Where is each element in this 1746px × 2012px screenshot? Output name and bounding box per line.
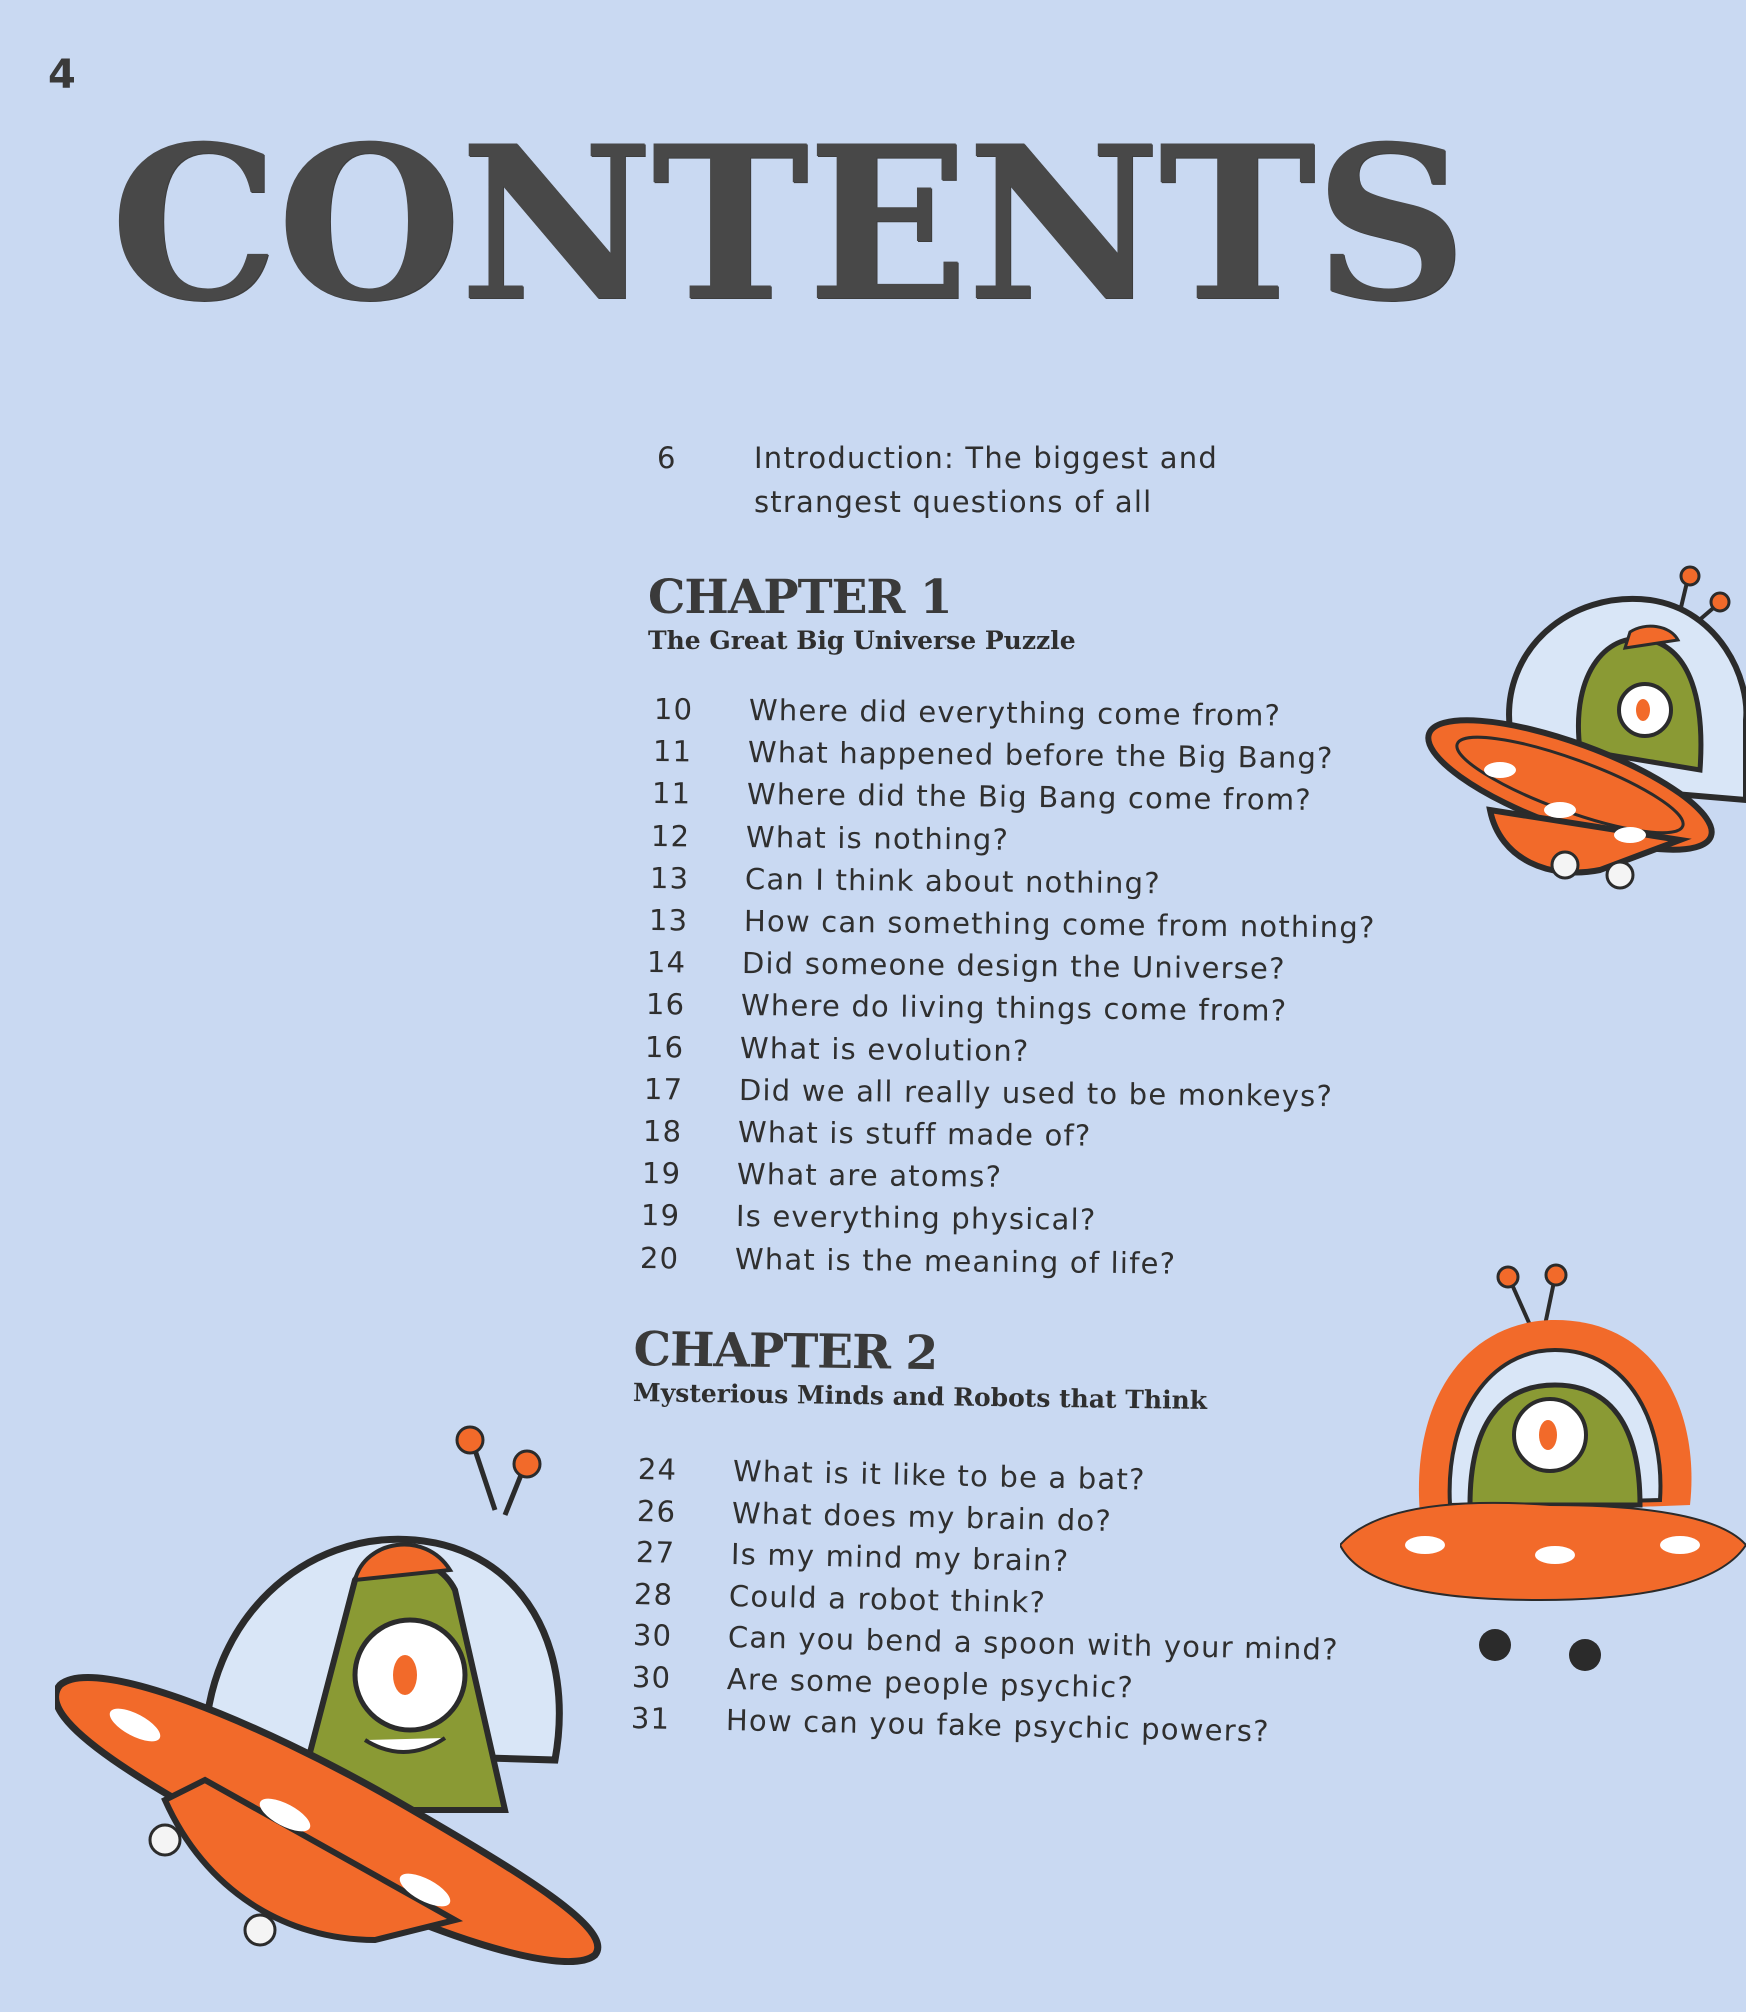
toc-entry-title: Can I think about nothing? <box>744 861 1161 901</box>
toc-page-number: 12 <box>650 818 691 854</box>
toc-page-number: 28 <box>634 1576 675 1612</box>
toc-entry-title: What is nothing? <box>745 819 1009 857</box>
toc-entry-title: How can you fake psychic powers? <box>725 1702 1270 1749</box>
toc-entry-title: Did someone design the Universe? <box>742 946 1287 986</box>
toc-page-number: 11 <box>651 776 692 811</box>
alien-ufo-icon <box>1420 560 1746 890</box>
toc-entry <box>644 1071 1333 1114</box>
toc-page-number: 27 <box>635 1535 676 1570</box>
toc-entry <box>648 902 1375 946</box>
page-title: CONTENTS <box>110 99 1466 348</box>
chapter-2-subtitle: Mysterious Minds and Robots that Think <box>632 1377 1208 1416</box>
toc-entry-title: Is my mind my brain? <box>730 1536 1070 1579</box>
toc-page-number: 26 <box>636 1493 677 1529</box>
toc-page-number: 18 <box>642 1114 683 1149</box>
chapter-1-subtitle: The Great Big Universe Puzzle <box>648 626 1076 655</box>
toc-entry-title: What is evolution? <box>740 1030 1030 1068</box>
toc-page-number: 20 <box>639 1240 680 1276</box>
toc-entry <box>653 733 1334 776</box>
toc-page-number: 30 <box>631 1659 672 1695</box>
toc-entry <box>642 1155 1003 1195</box>
toc-page-number: 24 <box>637 1452 678 1487</box>
toc-entry-title: Are some people psychic? <box>726 1661 1135 1705</box>
alien-ufo-icon <box>1340 1255 1746 1685</box>
toc-page-number: 13 <box>649 860 690 896</box>
toc-entry-title: Where did everything come from? <box>748 692 1282 733</box>
toc-entry <box>646 986 1288 1029</box>
toc-page-number: 13 <box>648 903 688 938</box>
toc-entry-title: What is stuff made of? <box>737 1114 1092 1153</box>
toc-entry-title: Could a robot think? <box>729 1578 1047 1620</box>
toc-entry <box>649 860 1160 901</box>
toc-entry <box>632 1659 1135 1706</box>
toc-entry <box>635 1534 1069 1579</box>
chapter-2-heading: CHAPTER 2 <box>633 1322 938 1382</box>
toc-page-number: 16 <box>646 987 686 1022</box>
chapter-1-heading: CHAPTER 1 <box>648 570 952 625</box>
toc-entry <box>639 1240 1176 1282</box>
toc-entry <box>641 1197 1097 1238</box>
toc-entry <box>647 944 1286 987</box>
toc-entry <box>652 775 1312 818</box>
toc-page-number: 19 <box>640 1198 681 1233</box>
toc-page-number: 31 <box>630 1701 671 1736</box>
toc-page-number: 19 <box>641 1156 682 1191</box>
toc-entry <box>634 1576 1047 1621</box>
toc-entry-title: What happened before the Big Bang? <box>747 735 1334 776</box>
toc-page-number: 14 <box>647 945 687 980</box>
alien-ufo-icon <box>55 1420 615 1980</box>
toc-entry <box>630 1700 1269 1749</box>
toc-page-number: 30 <box>632 1618 673 1653</box>
toc-entry-title: Did we all really used to be monkeys? <box>738 1072 1334 1114</box>
toc-page-number: 17 <box>643 1071 684 1107</box>
toc-entry <box>654 691 1281 734</box>
intro-title: Introduction: The biggest and strangest questions of all <box>754 441 1218 519</box>
toc-entry-title: Where do living things come from? <box>741 988 1288 1029</box>
toc-entry-title: What does my brain do? <box>731 1495 1113 1538</box>
toc-entry-title: What is the meaning of life? <box>734 1241 1177 1281</box>
toc-page-number: 16 <box>645 1029 685 1065</box>
toc-page-number: 11 <box>652 734 693 769</box>
toc-entry-title: Is everything physical? <box>735 1199 1097 1238</box>
toc-page-number: 10 <box>653 692 694 727</box>
toc-entry-title: What is it like to be a bat? <box>732 1453 1146 1497</box>
toc-entry-title: Where did the Big Bang come from? <box>746 777 1312 818</box>
intro-page-number: 6 <box>657 441 677 475</box>
toc-entry <box>650 818 1008 858</box>
toc-entry <box>633 1617 1339 1668</box>
page-number: 4 <box>48 52 76 98</box>
toc-entry-title: What are atoms? <box>736 1157 1003 1194</box>
toc-entry-title: Can you bend a spoon with your mind? <box>727 1619 1340 1667</box>
toc-entry-title: How can something come from nothing? <box>743 903 1376 945</box>
toc-entry <box>645 1029 1030 1069</box>
toc-entry <box>638 1451 1146 1498</box>
toc-entry <box>636 1493 1112 1539</box>
toc-entry <box>643 1113 1092 1154</box>
